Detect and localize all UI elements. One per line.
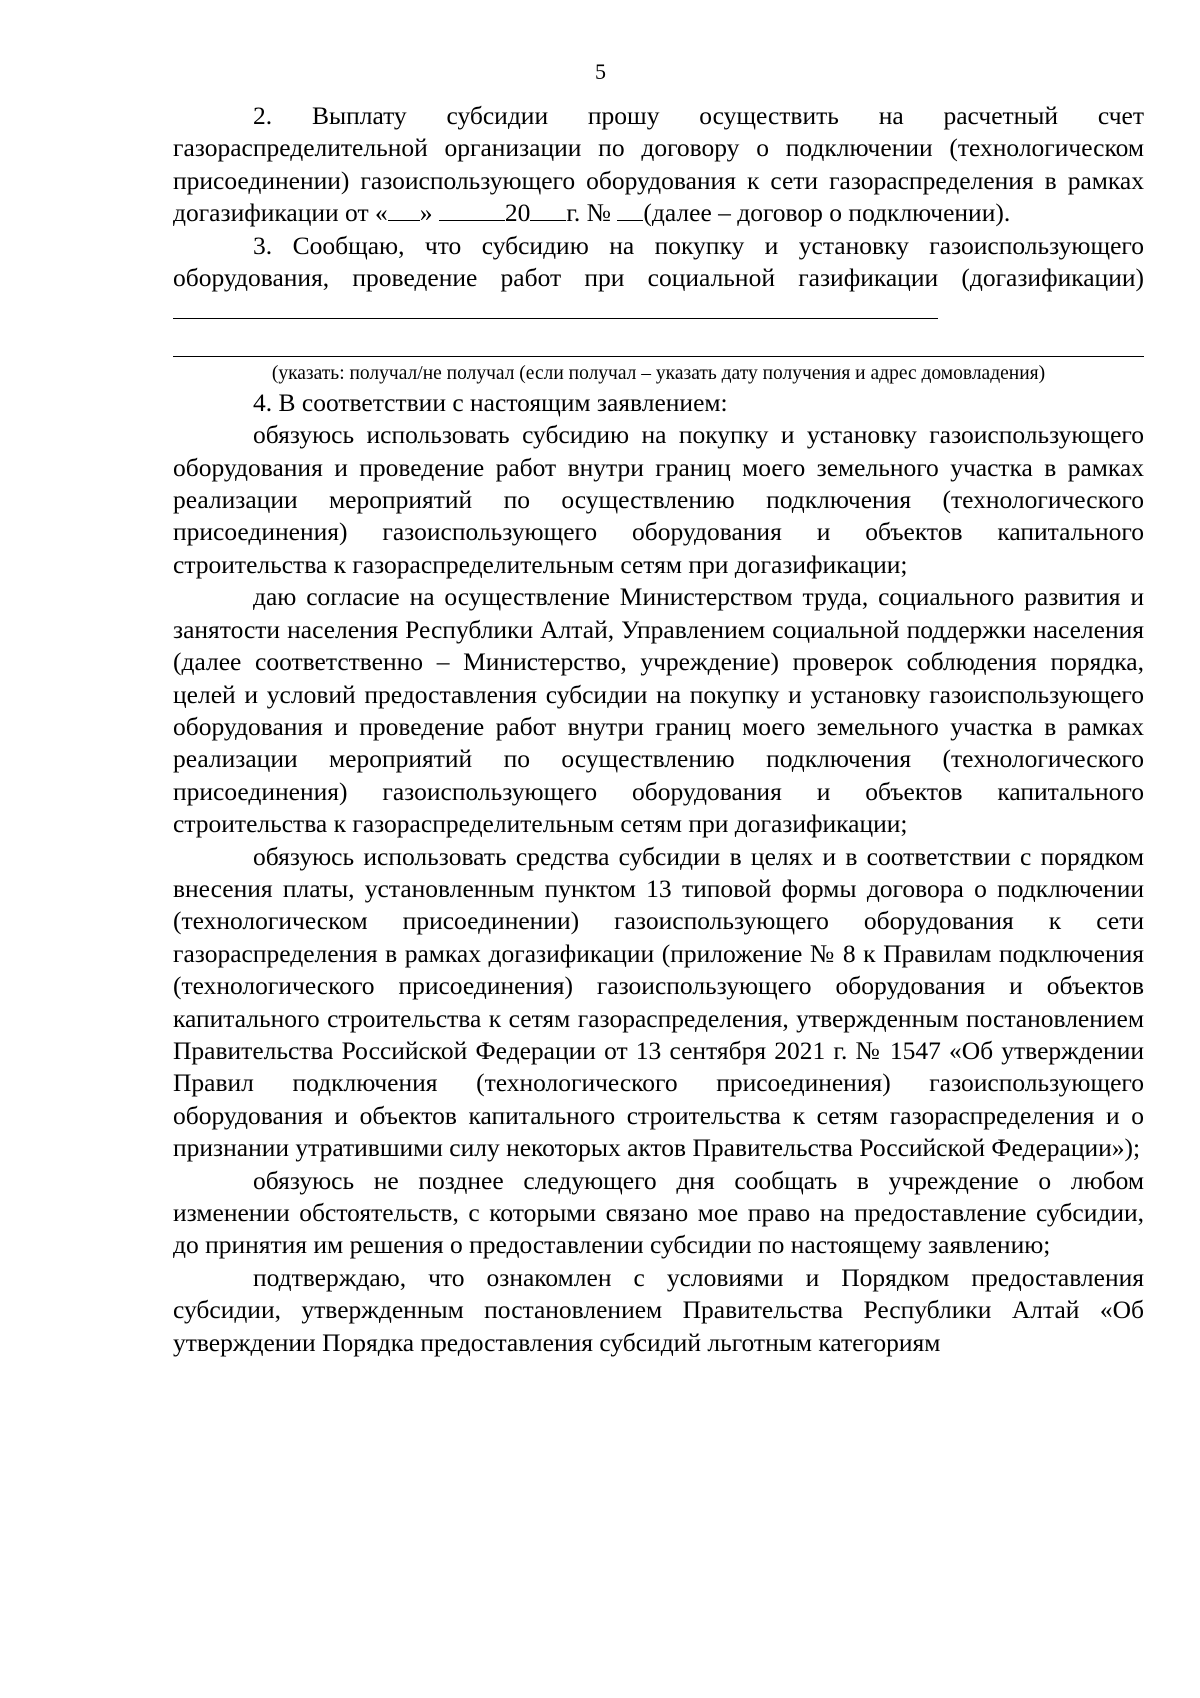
- paragraph-3-text: 3. Сообщаю, что субсидию на покупку и установку газоиспользующего оборудования, проведение работ при социальной газификации (догазификации): [173, 230, 1144, 293]
- day-blank: [388, 198, 420, 221]
- paragraph-4-item-4: обязуюсь не позднее следующего дня сообщать в учреждение о любом изменении обстоятельств, с которыми связано мое право на предоставление субсидии, до принятия им решения о предоставлении субсидии по настоящему заявлению;: [173, 1165, 1144, 1260]
- page-number: 5: [595, 59, 606, 84]
- fill-in-line: [173, 328, 1144, 357]
- paragraph-2-mid3: г. №: [566, 198, 618, 228]
- paragraph-2: [173, 100, 1144, 230]
- received-subsidy-blank: [173, 294, 938, 319]
- paragraph-2-mid1: »: [419, 198, 439, 228]
- paragraph-3: [173, 230, 1144, 328]
- paragraph-4-item-1: обязуюсь использовать субсидию на покупку и установку газоиспользующего оборудования и проведение работ внутри границ моего земельного участка в рамках реализации мероприятий по осуществлению подключения (технологического присоединения) газоиспользующего оборудования и объектов капитального строительства к газораспределительным сетям при догазификации;: [173, 420, 1144, 579]
- paragraph-4-item-3: обязуюсь использовать средства субсидии в целях и в соответствии с порядком внесения платы, установленным пунктом 13 типовой формы договора о подключении (технологическом присоединении) газоиспользующего оборудования к сети газораспределения в рамках догазификации (приложение № 8 к Правилам подключения (технологического присоединения) газоиспользующего оборудования и объектов капитального строительства к сетям газораспределения, утвержденным постановлением Правительства Российской Федерации от 13 сентября 2021 г. № 1547 «Об утверждении Правил подключения (технологического присоединения) газоиспользующего оборудования и объектов капитального строительства к сетям газораспределения и о признании утратившими силу некоторых актов Правительства Российской Федерации»);: [173, 841, 1144, 1163]
- paragraph-4-item-5: подтверждаю, что ознакомлен с условиями и Порядком предоставления субсидии, утвержденным постановлением Правительства Республики Алтай «Об утверждении Порядка предоставления субсидий льготным категориям: [173, 1262, 1144, 1357]
- month-blank: [439, 198, 505, 221]
- paragraph-4-head: 4. В соответствии с настоящим заявлением:: [253, 387, 728, 417]
- paragraph-4-item-2: даю согласие на осуществление Министерством труда, социального развития и занятости населения Республики Алтай, Управлением социальной поддержки населения (далее соответственно – Министерство, учреждение) проверок соблюдения порядка, целей и условий предоставления субсидии на покупку и установку газоиспользующего оборудования и проведение работ внутри границ моего земельного участка в рамках реализации мероприятий по осуществлению подключения (технологического присоединения) газоиспользующего оборудования и объектов капитального строительства к газораспределительным сетям при догазификации;: [173, 582, 1144, 839]
- paragraph-3-note: (указать: получал/не получал (если получал – указать дату получения и адрес домовладения): [271, 362, 1046, 384]
- paragraph-2-tail: (далее – договор о подключении).: [643, 198, 1011, 228]
- paragraph-2-lead: 2. Выплату субсидии прошу осуществить на расчетный счет газораспределительной организации по договору о подключении (технологическом присоединении) газоиспользующего оборудования к сети газораспределения в рамках догазификации от «: [173, 101, 1144, 228]
- number-blank: [617, 198, 643, 221]
- year-blank: [530, 198, 566, 221]
- paragraph-2-mid2: 20: [504, 198, 531, 228]
